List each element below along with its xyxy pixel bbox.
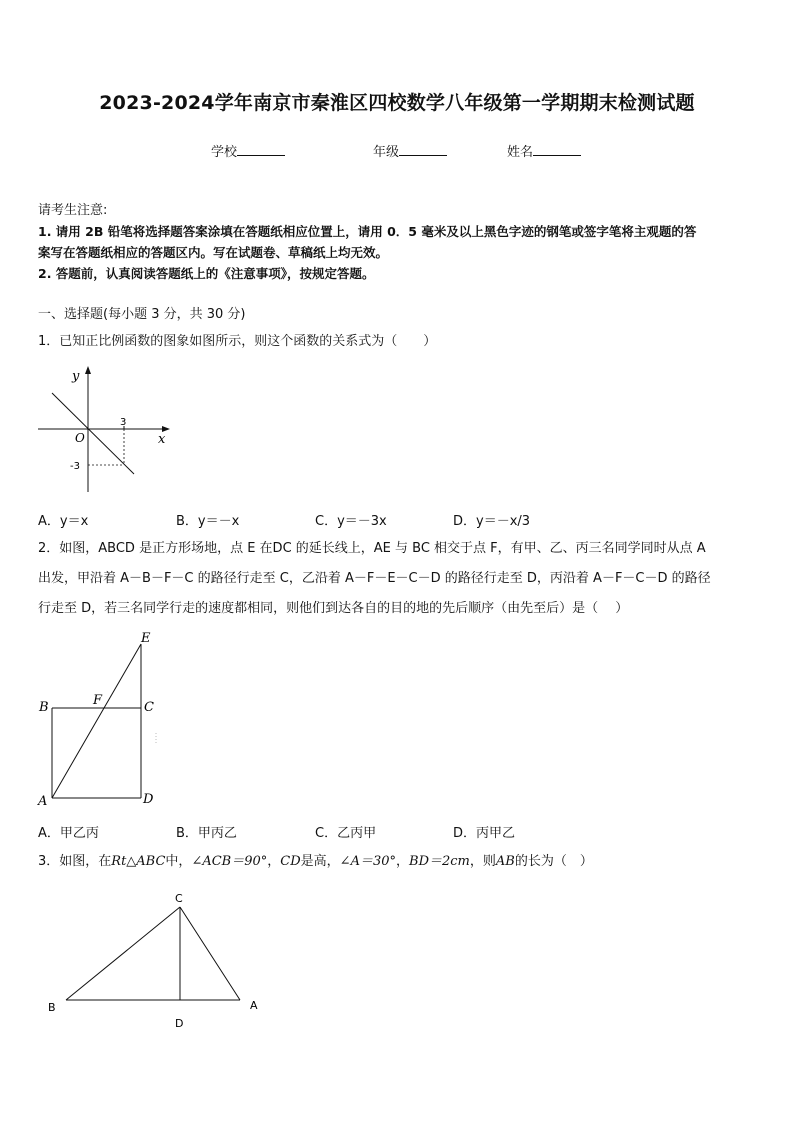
q2-option-a: A．甲乙丙 <box>38 826 99 841</box>
q1-option-c: C．y＝－3x <box>315 514 387 529</box>
q1-y-label: y <box>72 369 80 384</box>
school-field <box>211 141 285 160</box>
q1-x-label: x <box>158 432 166 447</box>
q2-label-f: F <box>93 693 103 708</box>
notice-item1-line2: 案写在答题纸相应的答题区内。写在试题卷、草稿纸上均无效。 <box>38 245 389 260</box>
q3-label-d: D <box>175 1017 184 1030</box>
q1-origin-label: O <box>75 431 85 445</box>
grade-label: 年级 <box>373 145 400 160</box>
grade-blank <box>399 143 447 156</box>
q2-label-c: C <box>144 700 154 715</box>
q1-option-d: D．y＝－x/3 <box>453 514 531 529</box>
school-blank <box>237 143 285 156</box>
q3-cd: CD <box>280 854 301 869</box>
q3-mid2: ， <box>267 854 281 869</box>
notice-item2: 2. 答题前，认真阅读答题纸上的《注意事项》，按规定答题。 <box>38 266 375 281</box>
q2-label-a: A <box>38 794 48 809</box>
q2-line2: 出发，甲沿着 A－B－F－C 的路径行走至 C，乙沿着 A－F－E－C－D 的路径行走至 D，丙沿着 A－F－C－D 的路径 <box>38 571 711 586</box>
q2-label-e: E <box>141 631 151 646</box>
q3-angle-a: ∠A＝30° <box>339 854 396 869</box>
q1-tick-y-label: -3 <box>70 461 80 472</box>
q3-suffix: 的长为（ ） <box>514 854 593 869</box>
q1-option-b: B．y＝－x <box>176 514 240 529</box>
name-field <box>507 141 581 160</box>
page-title: 2023-2024学年南京市秦淮区四校数学八年级第一学期期末检测试题 <box>99 92 695 114</box>
q3-mid5: ，则 <box>469 854 496 869</box>
q3-rt-triangle: Rt△ABC <box>111 854 166 869</box>
q3-label-a: A <box>250 999 258 1012</box>
school-label: 学校 <box>211 145 238 160</box>
q3-angle-acb: ∠ACB＝90° <box>191 854 268 869</box>
q3-side-bc <box>66 907 180 1000</box>
q3-prefix: 3．如图，在 <box>38 854 112 869</box>
q1-option-a: A．y＝x <box>38 514 89 529</box>
q2-figure <box>30 628 170 818</box>
q1-y-arrow <box>85 366 91 374</box>
q3-mid4: ， <box>396 854 410 869</box>
q3-label-c: C <box>175 892 183 905</box>
notice-item1-line1: 1. 请用 2B 铅笔将选择题答案涂填在答题纸相应位置上，请用 0．5 毫米及以上黑色字迹的钢笔或签字笔将主观题的答 <box>38 224 697 239</box>
q2-label-d: D <box>143 792 154 807</box>
q2-option-b: B．甲丙乙 <box>176 826 237 841</box>
q3-figure <box>40 885 280 1035</box>
q2-line1: 2．如图，ABCD 是正方形场地，点 E 在DC 的延长线上，AE 与 BC 相交于点 F，有甲、乙、丙三名同学同时从点 A <box>38 541 706 556</box>
q3-mid3: 是高， <box>300 854 340 869</box>
q3-ab: AB <box>495 854 515 869</box>
name-blank <box>533 143 581 156</box>
notice-heading: 请考生注意: <box>38 203 108 218</box>
q3-bd: BD＝2cm <box>409 854 470 869</box>
q2-segment-ae <box>52 644 141 798</box>
q2-option-c: C．乙丙甲 <box>315 826 377 841</box>
q2-label-b: B <box>39 700 49 715</box>
q2-option-d: D．丙甲乙 <box>453 826 516 841</box>
q3-label-b: B <box>48 1001 56 1014</box>
name-label: 姓名 <box>507 145 534 160</box>
q2-line3: 行走至 D，若三名同学行走的速度都相同，则他们到达各自的目的地的先后顺序（由先至后）是（ ） <box>38 601 629 616</box>
q1-function-line <box>52 393 134 474</box>
grade-field <box>373 141 447 160</box>
section1-heading: 一、选择题(每小题 3 分，共 30 分) <box>38 307 246 322</box>
q3-side-ca <box>180 907 240 1000</box>
q1-tick-x-label: 3 <box>120 417 127 428</box>
q1-stem: 1．已知正比例函数的图象如图所示，则这个函数的关系式为（ ） <box>38 334 437 349</box>
q1-figure <box>30 360 180 500</box>
q3-mid1: 中， <box>165 854 192 869</box>
q3-stem <box>38 852 593 872</box>
